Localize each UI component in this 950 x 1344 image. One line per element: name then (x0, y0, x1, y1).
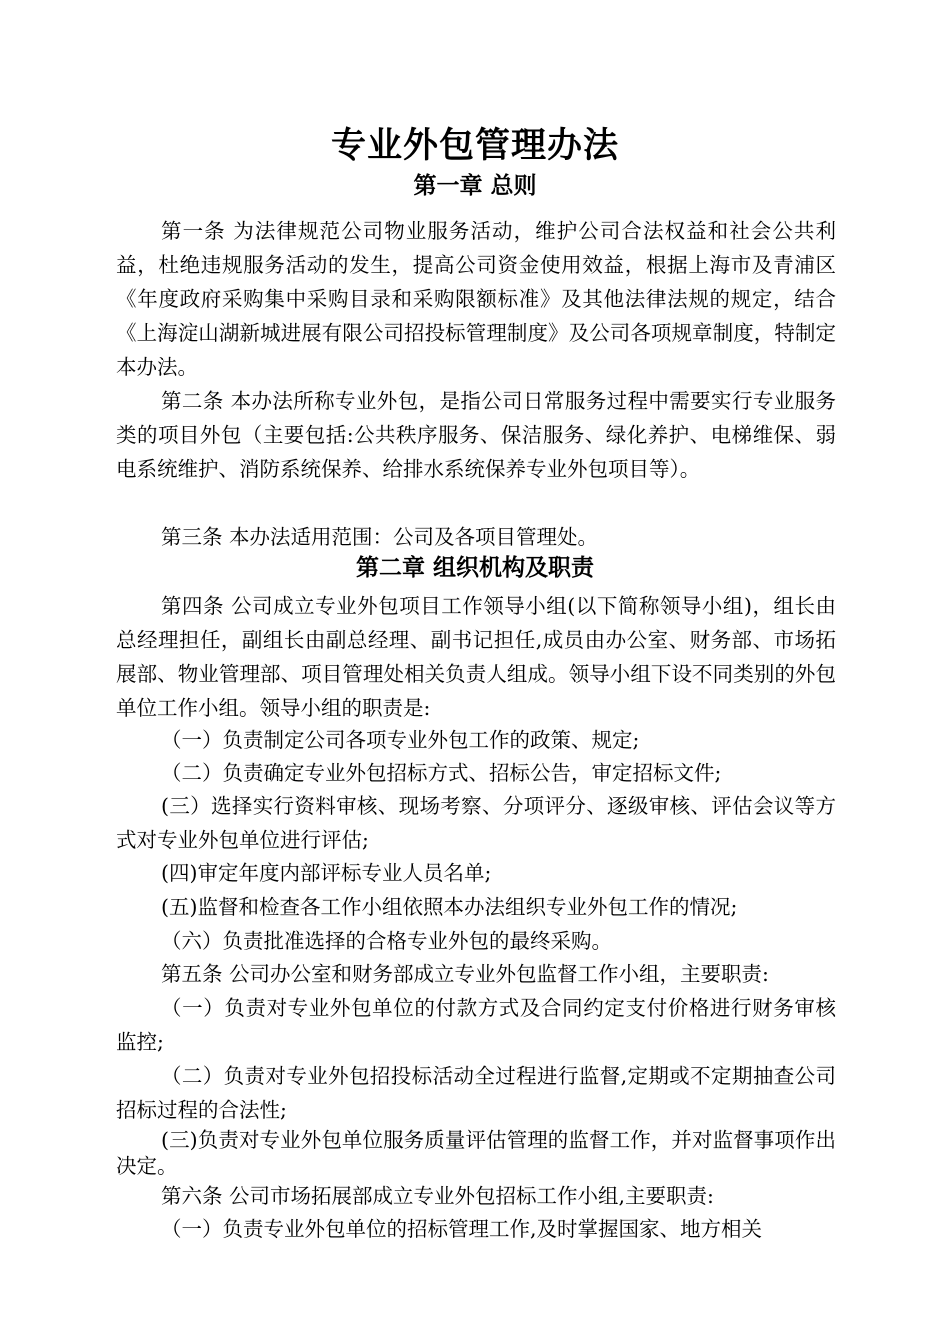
article-3: 第三条 本办法适用范围：公司及各项目管理处。 (161, 525, 599, 549)
article-5-item-1: （一）负责对专业外包单位的付款方式及合同约定支付价格进行财务审核监控; (116, 996, 836, 1054)
chapter-1-heading: 第一章 总则 (413, 172, 537, 199)
article-5-item-3: (三)负责对专业外包单位服务质量评估管理的监督工作，并对监督事项作出决定。 (116, 1128, 836, 1178)
article-4-item-3: (三）选择实行资料审核、现场考察、分项评分、逐级审核、评估会议等方式对专业外包单位进行评估; (116, 794, 836, 852)
article-4-item-5: (五)监督和检查各工作小组依照本办法组织专业外包工作的情况; (161, 895, 738, 919)
article-5: 第五条 公司办公室和财务部成立专业外包监督工作小组，主要职责: (161, 962, 769, 986)
article-4-item-1: （一）负责制定公司各项专业外包工作的政策、规定; (161, 728, 640, 752)
article-1: 第一条 为法律规范公司物业服务活动，维护公司合法权益和社会公共利益，杜绝违规服务活动的发生，提高公司资金使用效益，根据上海市及青浦区《年度政府采购集中采购目录和采购限额标准》及其他法律法规的规定，结合《上海淀山湖新城进展有限公司招投标管理制度》及公司各项规章制度，特制定本办法。 (116, 219, 836, 379)
chapter-2-heading: 第二章 组织机构及职责 (355, 554, 594, 581)
article-4-item-6: （六）负责批准选择的合格专业外包的最终采购。 (161, 929, 612, 953)
article-4-item-2: （二）负责确定专业外包招标方式、招标公告，审定招标文件; (161, 761, 722, 785)
article-4-item-4: (四)审定年度内部评标专业人员名单; (161, 861, 492, 885)
article-6: 第六条 公司市场拓展部成立专业外包招标工作小组,主要职责: (161, 1184, 714, 1208)
article-5-item-2: （二）负责对专业外包招投标活动全过程进行监督,定期或不定期抽查公司招标过程的合法性; (116, 1064, 836, 1122)
article-4: 第四条 公司成立专业外包项目工作领导小组(以下简称领导小组)，组长由总经理担任，副组长由副总经理、副书记担任,成员由办公室、财务部、市场拓展部、物业管理部、项目管理处相关负责人组成。领导小组下设不同类别的外包单位工作小组。领导小组的职责是: (116, 594, 836, 720)
article-2: 第二条 本办法所称专业外包，是指公司日常服务过程中需要实行专业服务类的项目外包（主要包括:公共秩序服务、保洁服务、绿化养护、电梯维保、弱电系统维护、消防系统保养、给排水系统保养专业外包项目等）。 (116, 389, 836, 481)
document-title: 专业外包管理办法 (330, 125, 619, 166)
article-6-item-1: （一）负责专业外包单位的招标管理工作,及时掌握国家、地方相关 (161, 1217, 763, 1241)
